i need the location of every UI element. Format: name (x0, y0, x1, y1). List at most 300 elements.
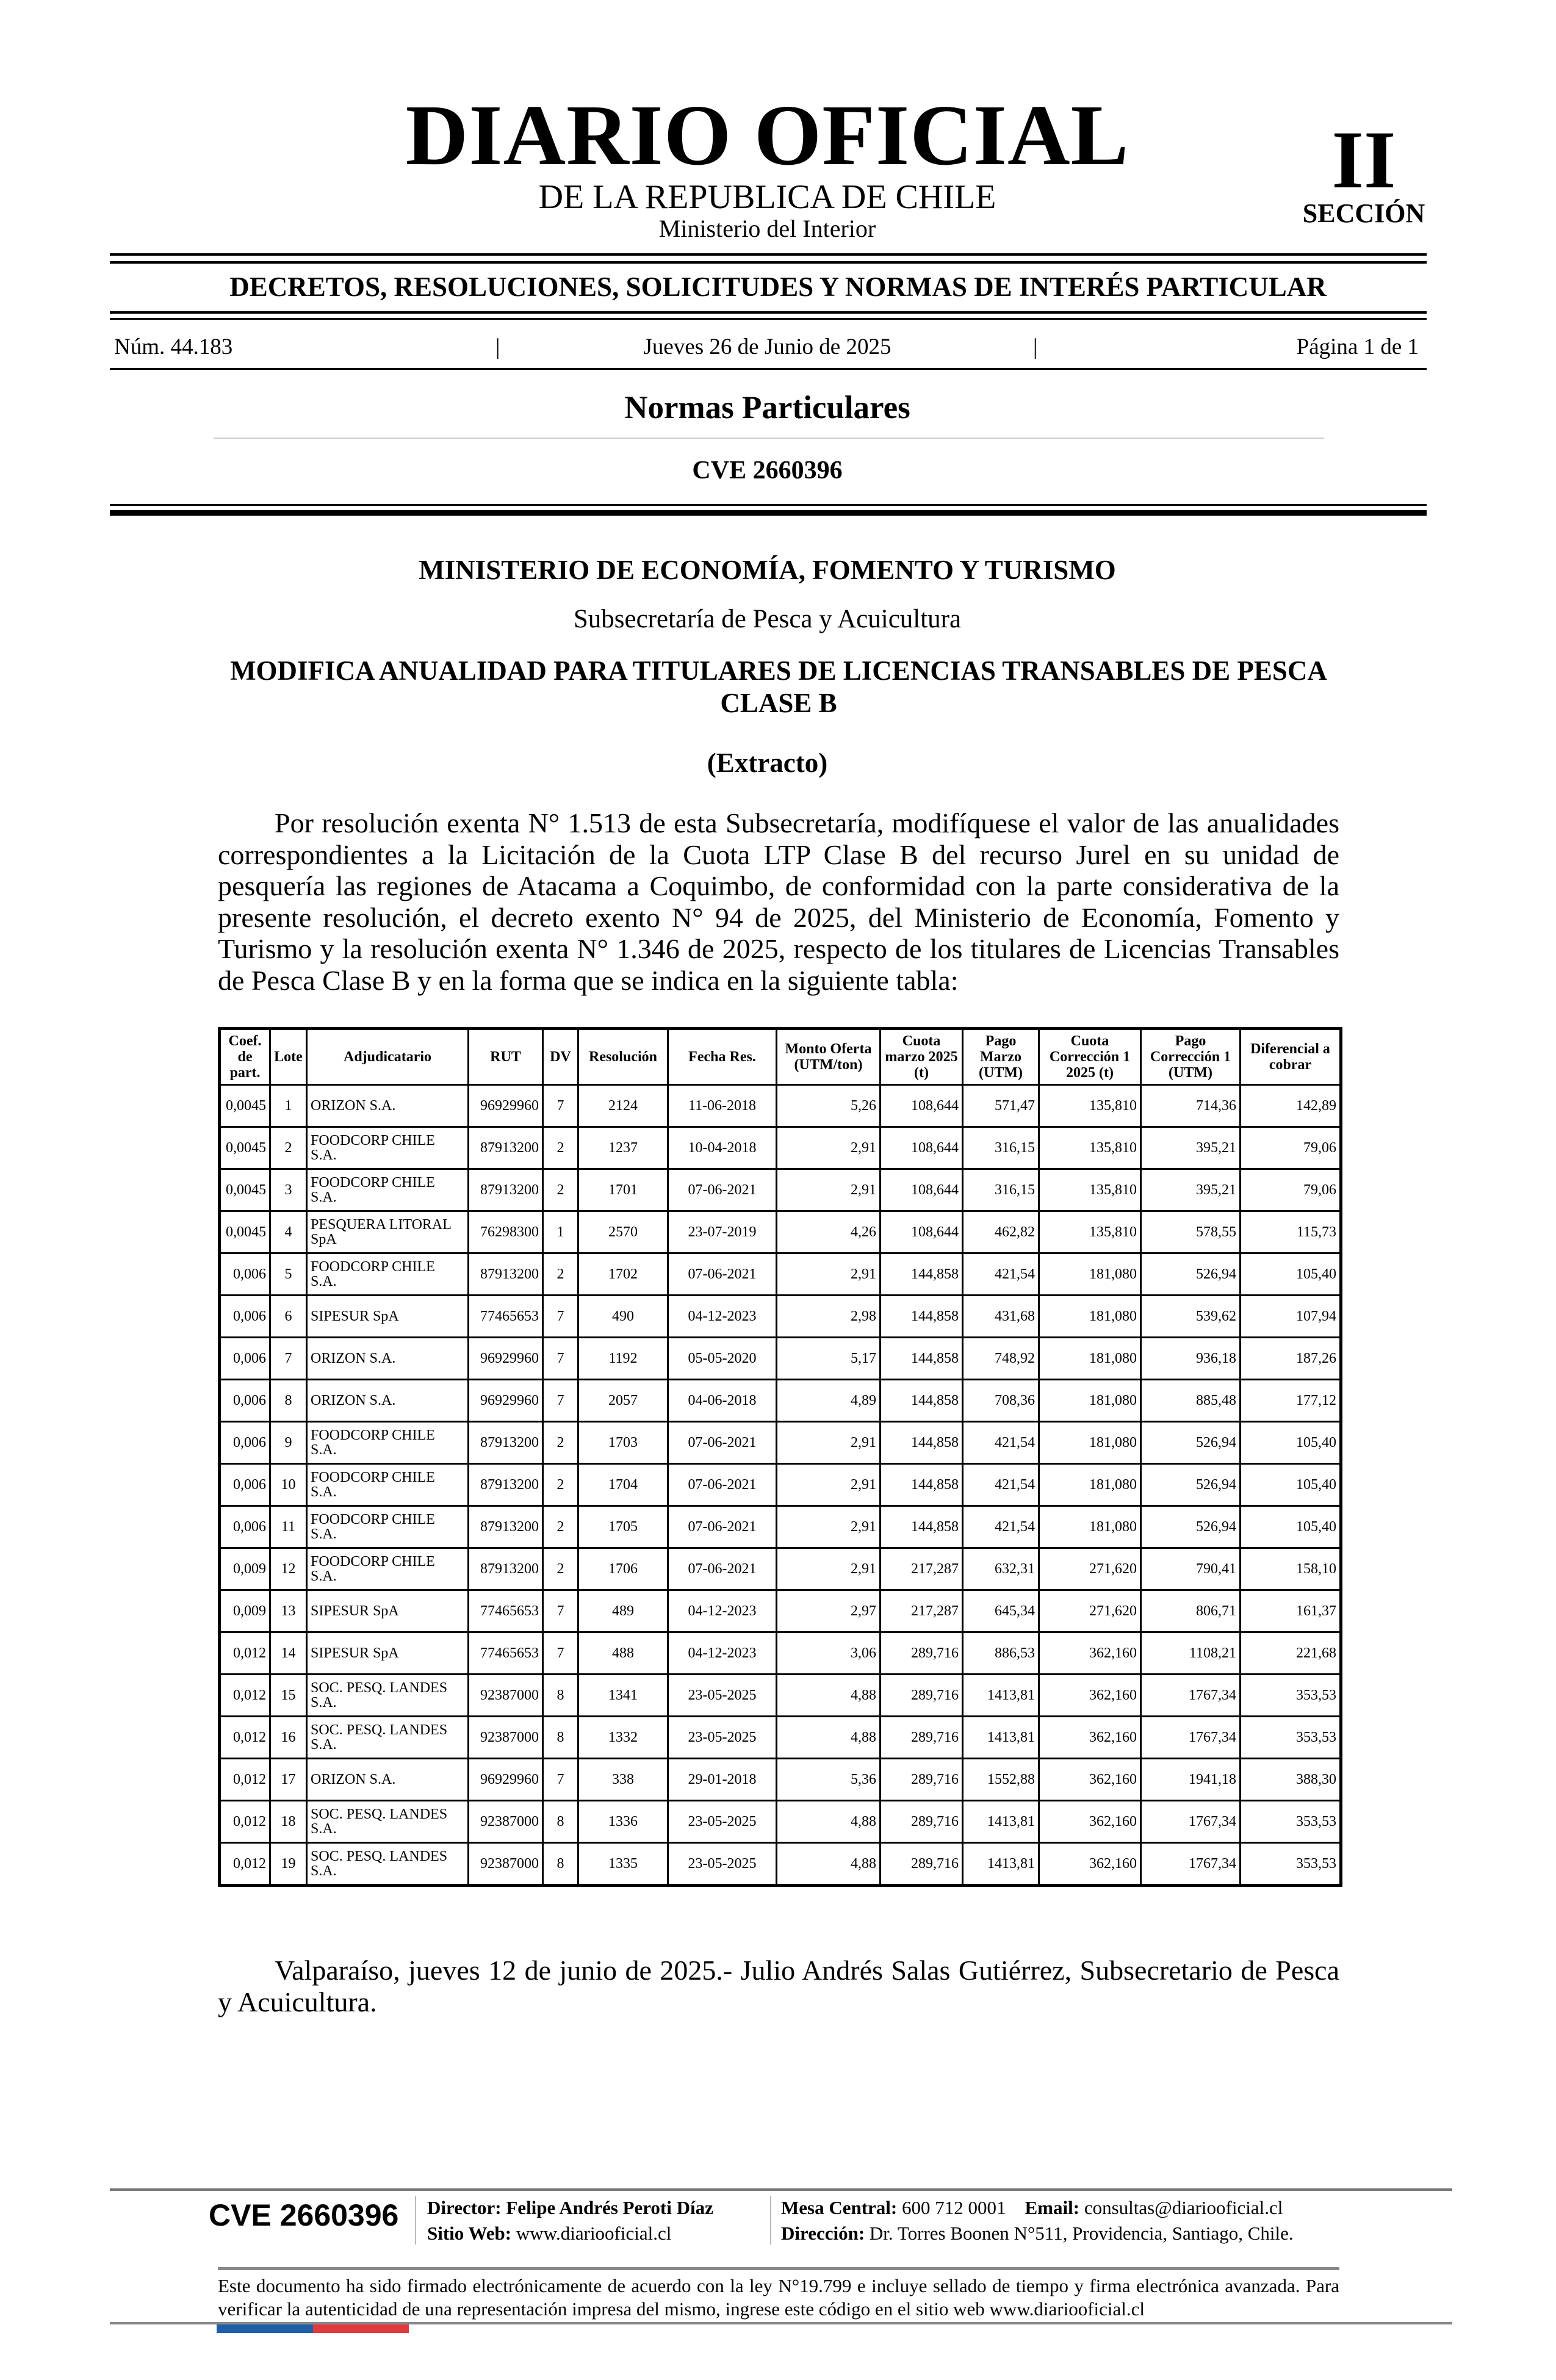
cell-dv: 7 (543, 1632, 578, 1675)
cell-pago-correccion: 526,94 (1141, 1506, 1241, 1548)
table-row (220, 1590, 1341, 1632)
table-row (220, 1085, 1341, 1127)
cell-adjudicatario: SIPESUR SpA (307, 1632, 469, 1675)
cell-adjudicatario: SOC. PESQ. LANDES S.A. (307, 1675, 469, 1717)
address-label: Dirección: (781, 2223, 865, 2244)
divider (218, 2267, 1339, 2270)
cell-rut: 92387000 (469, 1801, 543, 1843)
phone-label: Mesa Central: (781, 2197, 898, 2218)
cell-pago-marzo: 1552,88 (963, 1759, 1039, 1801)
cell-pago-marzo: 1413,81 (963, 1843, 1039, 1886)
footer-cve: CVE 2660396 (209, 2198, 399, 2232)
cell-fecha: 04-06-2018 (668, 1380, 777, 1422)
cell-rut: 92387000 (469, 1843, 543, 1886)
cell-adjudicatario: FOODCORP CHILE S.A. (307, 1169, 469, 1211)
cell-monto: 2,91 (777, 1422, 881, 1464)
cell-dv: 2 (543, 1464, 578, 1506)
cell-pago-correccion: 395,21 (1141, 1127, 1241, 1169)
cell-diferencial: 221,68 (1241, 1632, 1341, 1675)
cell-pago-correccion: 1767,34 (1141, 1675, 1241, 1717)
table-row (220, 1380, 1341, 1422)
cell-dv: 7 (543, 1590, 578, 1632)
cell-resolucion: 490 (578, 1296, 668, 1338)
cell-resolucion: 1704 (578, 1464, 668, 1506)
cell-cuota-correccion: 362,160 (1039, 1675, 1141, 1717)
cell-fecha: 07-06-2021 (668, 1169, 777, 1211)
cell-pago-correccion: 526,94 (1141, 1464, 1241, 1506)
table-row (220, 1338, 1341, 1380)
cell-monto: 2,98 (777, 1296, 881, 1338)
email-label: Email: (1025, 2197, 1080, 2218)
cell-rut: 87913200 (469, 1422, 543, 1464)
cell-cuota-correccion: 181,080 (1039, 1422, 1141, 1464)
cell-adjudicatario: SOC. PESQ. LANDES S.A. (307, 1843, 469, 1886)
cell-diferencial: 79,06 (1241, 1169, 1341, 1211)
cell-diferencial: 105,40 (1241, 1506, 1341, 1548)
cell-lote: 7 (270, 1338, 307, 1380)
cell-dv: 2 (543, 1127, 578, 1169)
cell-pago-marzo: 886,53 (963, 1632, 1039, 1675)
cell-diferencial: 353,53 (1241, 1717, 1341, 1759)
issue-number: Núm. 44.183 (114, 334, 233, 359)
cell-fecha: 05-05-2020 (668, 1338, 777, 1380)
cell-pago-correccion: 936,18 (1141, 1338, 1241, 1380)
cell-lote: 4 (270, 1211, 307, 1253)
cell-fecha: 23-05-2025 (668, 1717, 777, 1759)
body-paragraph: Por resolución exenta N° 1.513 de esta Subsecretaría, modifíquese el valor de las anualidades correspondientes a la Licitación de la Cuota LTP Clase B del recurso Jurel en su unidad de pesquería las regiones de Atacama a Coquimbo, de conformidad con la parte considerativa de la presente resolución, el decreto exento N° 94 de 2025, del Ministerio de Economía, Fomento y Turismo y la resolución exenta N° 1.346 de 2025, respecto de los titulares de Licencias Transables de Pesca Clase B y en la forma que se indica en la siguiente tabla: (218, 807, 1339, 996)
cell-cuota-marzo: 289,716 (881, 1759, 963, 1801)
table-row (220, 1422, 1341, 1464)
table-row (220, 1801, 1341, 1843)
cell-adjudicatario: SIPESUR SpA (307, 1296, 469, 1338)
cell-adjudicatario: SOC. PESQ. LANDES S.A. (307, 1801, 469, 1843)
header-pago-marzo: Pago Marzo (UTM) (963, 1029, 1039, 1085)
email-link[interactable]: consultas@diariooficial.cl (1084, 2197, 1283, 2218)
header-cuota-marzo: Cuota marzo 2025 (t) (881, 1029, 963, 1085)
cell-lote: 2 (270, 1127, 307, 1169)
cell-diferencial: 158,10 (1241, 1548, 1341, 1590)
cell-monto: 5,36 (777, 1759, 881, 1801)
cell-cuota-marzo: 144,858 (881, 1338, 963, 1380)
table-row (220, 1506, 1341, 1548)
cell-dv: 8 (543, 1717, 578, 1759)
issue-date: Jueves 26 de Junio de 2025 (643, 334, 891, 359)
cell-coef: 0,012 (220, 1801, 270, 1843)
header-fecha: Fecha Res. (668, 1029, 777, 1085)
divider (110, 261, 1427, 264)
cell-monto: 2,91 (777, 1253, 881, 1296)
table-row (220, 1759, 1341, 1801)
cell-diferencial: 105,40 (1241, 1464, 1341, 1506)
cell-resolucion: 489 (578, 1590, 668, 1632)
cell-pago-marzo: 421,54 (963, 1422, 1039, 1464)
cell-cuota-correccion: 181,080 (1039, 1296, 1141, 1338)
cell-rut: 96929960 (469, 1380, 543, 1422)
cell-dv: 2 (543, 1169, 578, 1211)
disclaimer: Este documento ha sido firmado electrónicamente de acuerdo con la ley N°19.799 e incluye sellado de tiempo y firma electrónica avanzada. Para verificar la autenticidad de una representación impresa del mismo, ingrese este código en el sitio web www.diariooficial.cl (218, 2275, 1339, 2320)
cell-coef: 0,006 (220, 1464, 270, 1506)
cell-coef: 0,006 (220, 1296, 270, 1338)
director-name: Felipe Andrés Peroti Díaz (506, 2197, 713, 2218)
cell-cuota-marzo: 144,858 (881, 1296, 963, 1338)
cell-pago-correccion: 806,71 (1141, 1590, 1241, 1632)
cell-cuota-marzo: 289,716 (881, 1801, 963, 1843)
cell-monto: 4,88 (777, 1675, 881, 1717)
web-link[interactable]: www.diariooficial.cl (516, 2223, 672, 2244)
cell-fecha: 23-05-2025 (668, 1801, 777, 1843)
cell-pago-correccion: 1941,18 (1141, 1759, 1241, 1801)
header-resolucion: Resolución (578, 1029, 668, 1085)
footer-contact (781, 2196, 1283, 2220)
cell-pago-correccion: 714,36 (1141, 1085, 1241, 1127)
section-number: II (1331, 115, 1396, 206)
table-row (220, 1253, 1341, 1296)
cell-diferencial: 105,40 (1241, 1253, 1341, 1296)
cell-lote: 15 (270, 1675, 307, 1717)
header-dv: DV (543, 1029, 578, 1085)
cell-resolucion: 1341 (578, 1675, 668, 1717)
cell-lote: 10 (270, 1464, 307, 1506)
cell-coef: 0,006 (220, 1253, 270, 1296)
cell-cuota-marzo: 289,716 (881, 1675, 963, 1717)
cell-dv: 7 (543, 1338, 578, 1380)
cell-coef: 0,0045 (220, 1169, 270, 1211)
cell-pago-marzo: 1413,81 (963, 1717, 1039, 1759)
masthead-title: DIARIO OFICIAL (405, 87, 1129, 183)
cell-dv: 7 (543, 1085, 578, 1127)
cell-rut: 77465653 (469, 1632, 543, 1675)
cell-pago-correccion: 539,62 (1141, 1296, 1241, 1338)
cell-dv: 1 (543, 1211, 578, 1253)
header-rut: RUT (469, 1029, 543, 1085)
cell-pago-correccion: 395,21 (1141, 1169, 1241, 1211)
cell-pago-marzo: 748,92 (963, 1338, 1039, 1380)
header-lote: Lote (270, 1029, 307, 1085)
cell-diferencial: 107,94 (1241, 1296, 1341, 1338)
cell-dv: 2 (543, 1253, 578, 1296)
cell-lote: 19 (270, 1843, 307, 1886)
cell-coef: 0,012 (220, 1632, 270, 1675)
cell-cuota-correccion: 362,160 (1039, 1843, 1141, 1886)
cell-monto: 2,91 (777, 1548, 881, 1590)
cell-fecha: 11-06-2018 (668, 1085, 777, 1127)
cell-coef: 0,012 (220, 1759, 270, 1801)
cell-cuota-correccion: 135,810 (1039, 1085, 1141, 1127)
cell-cuota-correccion: 181,080 (1039, 1253, 1141, 1296)
section-title: Normas Particulares (624, 390, 910, 425)
cell-coef: 0,0045 (220, 1211, 270, 1253)
cell-cuota-marzo: 108,644 (881, 1085, 963, 1127)
cell-cuota-marzo: 289,716 (881, 1632, 963, 1675)
cell-monto: 4,88 (777, 1801, 881, 1843)
director-label: Director: (427, 2197, 502, 2218)
cell-resolucion: 488 (578, 1632, 668, 1675)
cell-coef: 0,009 (220, 1548, 270, 1590)
cell-adjudicatario: FOODCORP CHILE S.A. (307, 1506, 469, 1548)
divider (110, 318, 1427, 320)
cell-fecha: 07-06-2021 (668, 1548, 777, 1590)
cell-fecha: 29-01-2018 (668, 1759, 777, 1801)
cell-cuota-correccion: 181,080 (1039, 1506, 1141, 1548)
cell-lote: 17 (270, 1759, 307, 1801)
cell-dv: 2 (543, 1506, 578, 1548)
cell-cuota-correccion: 362,160 (1039, 1759, 1141, 1801)
cell-dv: 7 (543, 1296, 578, 1338)
cell-lote: 6 (270, 1296, 307, 1338)
cell-lote: 13 (270, 1590, 307, 1632)
cell-resolucion: 1702 (578, 1253, 668, 1296)
cell-cuota-correccion: 271,620 (1039, 1548, 1141, 1590)
cell-rut: 87913200 (469, 1506, 543, 1548)
cell-cuota-marzo: 217,287 (881, 1548, 963, 1590)
divider (110, 368, 1427, 370)
subsecretaria: Subsecretaría de Pesca y Acuicultura (573, 605, 962, 633)
cell-adjudicatario: ORIZON S.A. (307, 1759, 469, 1801)
cell-fecha: 23-05-2025 (668, 1675, 777, 1717)
cell-monto: 4,26 (777, 1211, 881, 1253)
cell-lote: 14 (270, 1632, 307, 1675)
cell-dv: 7 (543, 1380, 578, 1422)
cell-rut: 87913200 (469, 1127, 543, 1169)
cell-pago-marzo: 708,36 (963, 1380, 1039, 1422)
cell-pago-correccion: 1767,34 (1141, 1843, 1241, 1886)
cell-coef: 0,006 (220, 1380, 270, 1422)
header-cuota-correccion: Cuota Corrección 1 2025 (t) (1039, 1029, 1141, 1085)
cell-cuota-correccion: 181,080 (1039, 1464, 1141, 1506)
cell-lote: 3 (270, 1169, 307, 1211)
cell-pago-marzo: 645,34 (963, 1590, 1039, 1632)
cell-dv: 2 (543, 1548, 578, 1590)
cell-pago-marzo: 421,54 (963, 1253, 1039, 1296)
cell-rut: 92387000 (469, 1717, 543, 1759)
cell-pago-correccion: 526,94 (1141, 1253, 1241, 1296)
table-row (220, 1464, 1341, 1506)
cell-diferencial: 105,40 (1241, 1422, 1341, 1464)
cell-pago-correccion: 1108,21 (1141, 1632, 1241, 1675)
cell-resolucion: 1336 (578, 1801, 668, 1843)
cell-cuota-marzo: 144,858 (881, 1422, 963, 1464)
header-diferencial: Diferencial a cobrar (1241, 1029, 1341, 1085)
divider (110, 253, 1427, 256)
cell-coef: 0,012 (220, 1717, 270, 1759)
cell-fecha: 07-06-2021 (668, 1253, 777, 1296)
cell-coef: 0,006 (220, 1338, 270, 1380)
cell-adjudicatario: FOODCORP CHILE S.A. (307, 1548, 469, 1590)
address: Dr. Torres Boonen N°511, Providencia, Santiago, Chile. (869, 2223, 1294, 2244)
cell-dv: 8 (543, 1843, 578, 1886)
table-row (220, 1632, 1341, 1675)
cell-resolucion: 2124 (578, 1085, 668, 1127)
header-coef: Coef. de part. (220, 1029, 270, 1085)
cell-coef: 0,0045 (220, 1085, 270, 1127)
cell-rut: 87913200 (469, 1464, 543, 1506)
cell-adjudicatario: ORIZON S.A. (307, 1338, 469, 1380)
cell-adjudicatario: FOODCORP CHILE S.A. (307, 1127, 469, 1169)
cve-code: CVE 2660396 (692, 456, 843, 485)
extract-label: (Extracto) (707, 748, 828, 778)
cell-adjudicatario: SIPESUR SpA (307, 1590, 469, 1632)
cell-pago-correccion: 790,41 (1141, 1548, 1241, 1590)
cell-diferencial: 177,12 (1241, 1380, 1341, 1422)
cell-pago-marzo: 431,68 (963, 1296, 1039, 1338)
masthead-ministry: Ministerio del Interior (658, 215, 876, 242)
cell-lote: 5 (270, 1253, 307, 1296)
cell-fecha: 23-07-2019 (668, 1211, 777, 1253)
separator: | (1033, 334, 1038, 359)
cell-lote: 11 (270, 1506, 307, 1548)
cell-pago-marzo: 1413,81 (963, 1801, 1039, 1843)
cell-rut: 87913200 (469, 1548, 543, 1590)
cell-cuota-marzo: 108,644 (881, 1169, 963, 1211)
table-row (220, 1127, 1341, 1169)
table-row (220, 1169, 1341, 1211)
cell-resolucion: 1192 (578, 1338, 668, 1380)
section-label: SECCIÓN (1302, 198, 1425, 228)
cell-rut: 96929960 (469, 1338, 543, 1380)
cell-pago-correccion: 578,55 (1141, 1211, 1241, 1253)
cell-resolucion: 1706 (578, 1548, 668, 1590)
document-title: MODIFICA ANUALIDAD PARA TITULARES DE LICENCIAS TRANSABLES DE PESCA CLASE B (230, 655, 1327, 718)
cell-monto: 3,06 (777, 1632, 881, 1675)
cell-coef: 0,012 (220, 1843, 270, 1886)
cell-cuota-marzo: 108,644 (881, 1127, 963, 1169)
cell-cuota-marzo: 217,287 (881, 1590, 963, 1632)
cell-lote: 16 (270, 1717, 307, 1759)
cell-resolucion: 1332 (578, 1717, 668, 1759)
cell-dv: 2 (543, 1422, 578, 1464)
cell-lote: 1 (270, 1085, 307, 1127)
cell-fecha: 10-04-2018 (668, 1127, 777, 1169)
table-row (220, 1675, 1341, 1717)
cell-rut: 77465653 (469, 1296, 543, 1338)
cell-pago-marzo: 421,54 (963, 1464, 1039, 1506)
cell-cuota-marzo: 144,858 (881, 1506, 963, 1548)
cell-rut: 77465653 (469, 1590, 543, 1632)
cell-dv: 8 (543, 1675, 578, 1717)
separator: | (495, 334, 500, 359)
page-indicator: Página 1 de 1 (1296, 334, 1419, 359)
header-monto: Monto Oferta (UTM/ton) (777, 1029, 881, 1085)
cell-pago-marzo: 462,82 (963, 1211, 1039, 1253)
cell-coef: 0,0045 (220, 1127, 270, 1169)
footer-director (427, 2196, 713, 2220)
table-row (220, 1717, 1341, 1759)
footer-web (427, 2221, 671, 2246)
divider (110, 2188, 1452, 2191)
cell-pago-marzo: 316,15 (963, 1127, 1039, 1169)
cell-rut: 87913200 (469, 1169, 543, 1211)
cell-diferencial: 353,53 (1241, 1801, 1341, 1843)
cell-resolucion: 2057 (578, 1380, 668, 1422)
header-adjudicatario: Adjudicatario (307, 1029, 469, 1085)
cell-lote: 8 (270, 1380, 307, 1422)
cell-fecha: 04-12-2023 (668, 1296, 777, 1338)
cell-coef: 0,012 (220, 1675, 270, 1717)
cell-monto: 2,91 (777, 1506, 881, 1548)
cell-resolucion: 1237 (578, 1127, 668, 1169)
cell-adjudicatario: ORIZON S.A. (307, 1380, 469, 1422)
cell-resolucion: 1701 (578, 1169, 668, 1211)
cell-cuota-correccion: 135,810 (1039, 1127, 1141, 1169)
cell-pago-correccion: 885,48 (1141, 1380, 1241, 1422)
masthead-subtitle: DE LA REPUBLICA DE CHILE (538, 178, 996, 216)
cell-cuota-correccion: 135,810 (1039, 1169, 1141, 1211)
cell-diferencial: 79,06 (1241, 1127, 1341, 1169)
cell-diferencial: 353,53 (1241, 1843, 1341, 1886)
cell-adjudicatario: FOODCORP CHILE S.A. (307, 1422, 469, 1464)
cell-pago-marzo: 571,47 (963, 1085, 1039, 1127)
cell-lote: 9 (270, 1422, 307, 1464)
anualidades-table (218, 1027, 1342, 1887)
cell-pago-marzo: 316,15 (963, 1169, 1039, 1211)
cell-coef: 0,006 (220, 1422, 270, 1464)
cell-resolucion: 1335 (578, 1843, 668, 1886)
cell-rut: 96929960 (469, 1085, 543, 1127)
cell-adjudicatario: FOODCORP CHILE S.A. (307, 1253, 469, 1296)
cell-diferencial: 115,73 (1241, 1211, 1341, 1253)
cell-fecha: 07-06-2021 (668, 1506, 777, 1548)
cell-resolucion: 2570 (578, 1211, 668, 1253)
web-label: Sitio Web: (427, 2223, 512, 2244)
cell-resolucion: 1705 (578, 1506, 668, 1548)
flag-red-bar (313, 2324, 409, 2333)
cell-resolucion: 1703 (578, 1422, 668, 1464)
cell-cuota-marzo: 144,858 (881, 1253, 963, 1296)
cell-pago-marzo: 632,31 (963, 1548, 1039, 1590)
cell-pago-marzo: 421,54 (963, 1506, 1039, 1548)
cell-cuota-correccion: 362,160 (1039, 1801, 1141, 1843)
cell-cuota-marzo: 289,716 (881, 1843, 963, 1886)
cell-fecha: 07-06-2021 (668, 1464, 777, 1506)
cell-cuota-correccion: 362,160 (1039, 1632, 1141, 1675)
divider (110, 504, 1427, 506)
cell-coef: 0,006 (220, 1506, 270, 1548)
cell-resolucion: 338 (578, 1759, 668, 1801)
table-header-row (220, 1029, 1341, 1085)
cell-pago-correccion: 1767,34 (1141, 1801, 1241, 1843)
table-row (220, 1296, 1341, 1338)
cell-fecha: 04-12-2023 (668, 1590, 777, 1632)
cell-diferencial: 353,53 (1241, 1675, 1341, 1717)
cell-adjudicatario: SOC. PESQ. LANDES S.A. (307, 1717, 469, 1759)
cell-cuota-correccion: 271,620 (1039, 1590, 1141, 1632)
cell-cuota-correccion: 181,080 (1039, 1338, 1141, 1380)
cell-fecha: 07-06-2021 (668, 1422, 777, 1464)
cell-diferencial: 161,37 (1241, 1590, 1341, 1632)
cell-adjudicatario: FOODCORP CHILE S.A. (307, 1464, 469, 1506)
cell-monto: 5,26 (777, 1085, 881, 1127)
divider (110, 510, 1427, 516)
cell-monto: 4,88 (777, 1843, 881, 1886)
cell-lote: 18 (270, 1801, 307, 1843)
divider (110, 311, 1427, 314)
cell-cuota-marzo: 289,716 (881, 1717, 963, 1759)
cell-diferencial: 142,89 (1241, 1085, 1341, 1127)
table-row (220, 1211, 1341, 1253)
header-band: DECRETOS, RESOLUCIONES, SOLICITUDES Y NORMAS DE INTERÉS PARTICULAR (229, 272, 1327, 302)
cell-monto: 4,88 (777, 1717, 881, 1759)
cell-cuota-correccion: 181,080 (1039, 1380, 1141, 1422)
cell-rut: 96929960 (469, 1759, 543, 1801)
cell-monto: 2,91 (777, 1169, 881, 1211)
cell-pago-correccion: 526,94 (1141, 1422, 1241, 1464)
cell-fecha: 23-05-2025 (668, 1843, 777, 1886)
cell-rut: 92387000 (469, 1675, 543, 1717)
divider (415, 2196, 416, 2245)
phone: 600 712 0001 (902, 2197, 1006, 2218)
closing-paragraph: Valparaíso, jueves 12 de junio de 2025.- Julio Andrés Salas Gutiérrez, Subsecretario de Pesca y Acuicultura. (218, 1955, 1339, 2018)
cell-dv: 7 (543, 1759, 578, 1801)
